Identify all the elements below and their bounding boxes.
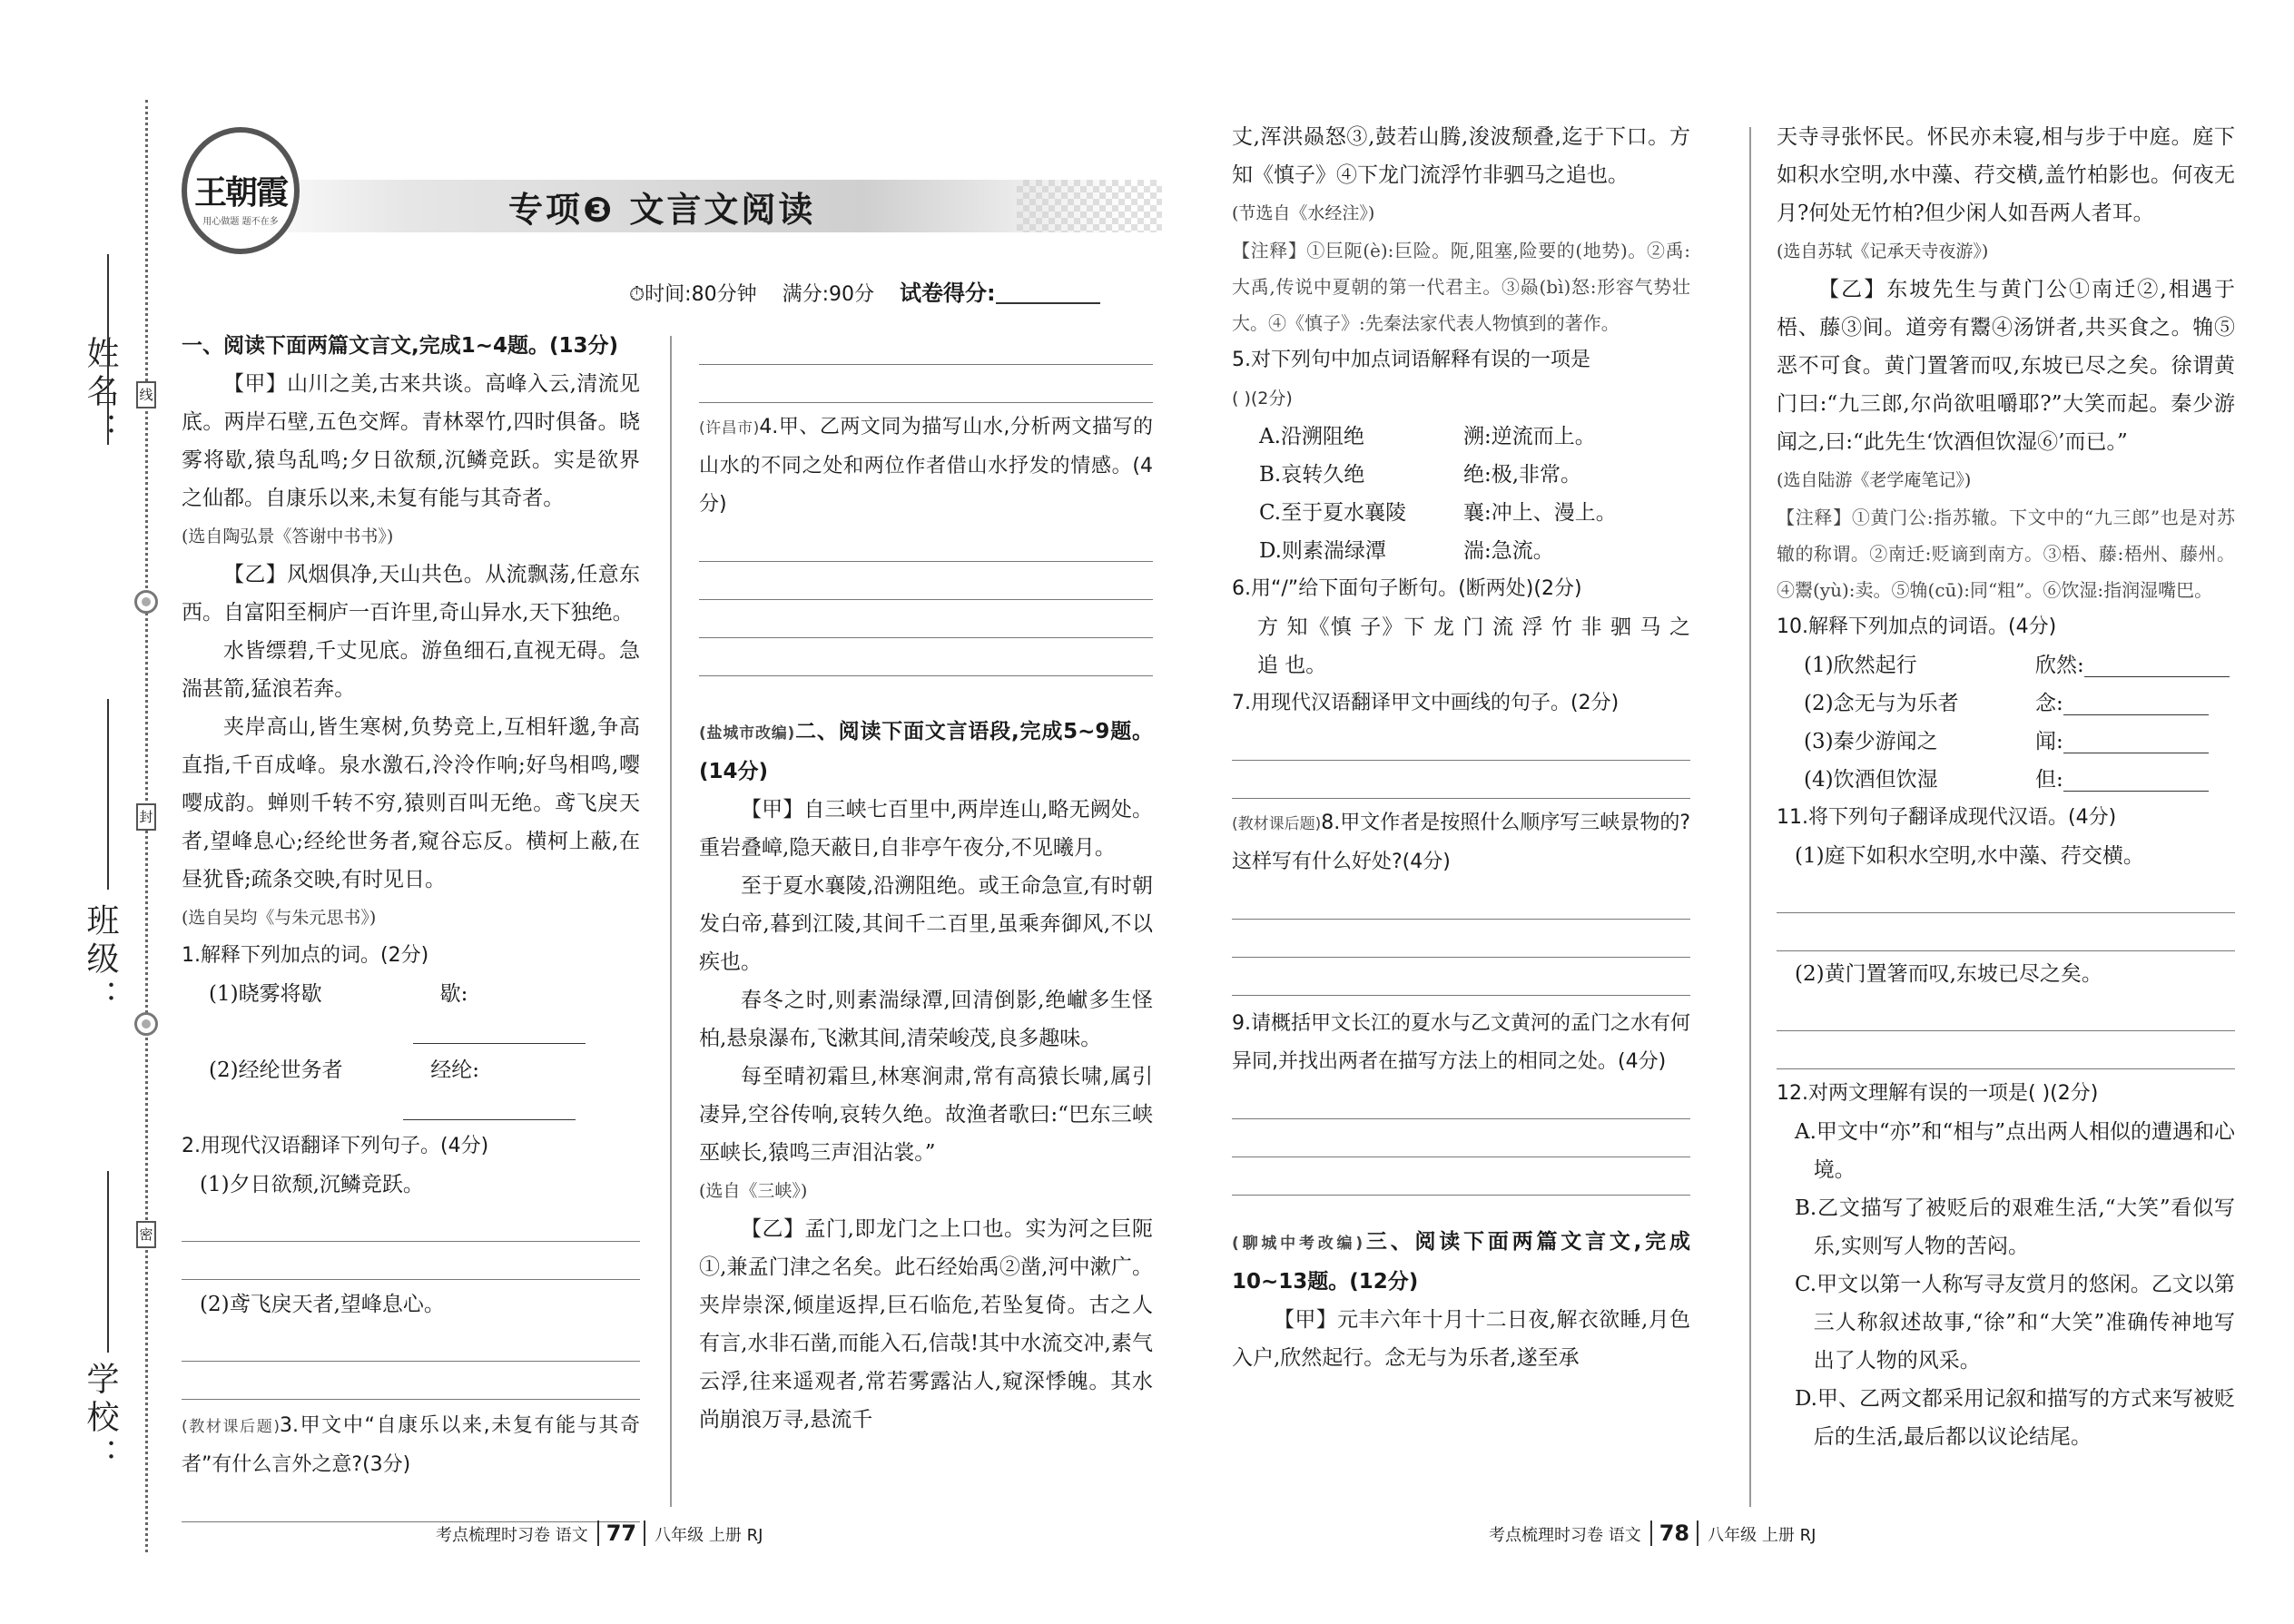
footer-right: 考点梳理时习卷 语文 78 八年级 上册 RJ — [1489, 1521, 1816, 1546]
q5-score: ( )(2分) — [1232, 389, 1293, 408]
passage-source: (选自陶弘景《答谢中书书》) — [182, 527, 394, 546]
answer-lines[interactable] — [1777, 875, 2235, 951]
q12-option-b[interactable]: B.乙文描写了被贬后的艰难生活,“大笑”看似写乐,实则写人物的苦闷。 — [1795, 1196, 2235, 1258]
passage-source: (选自吴均《与朱元思书》) — [182, 908, 377, 928]
answer-lines[interactable] — [182, 1204, 640, 1280]
brand-logo — [182, 127, 300, 254]
school-underline — [107, 1171, 109, 1353]
passage-jia-3-cont: 天寺寻张怀民。怀民亦未寝,相与步于中庭。庭下如积水空明,水中藻、荇交横,盖竹柏影也。何夜无月?何处无竹柏?但少闲人如吾两人者耳。 — [1777, 125, 2235, 225]
answer-lines[interactable] — [1232, 881, 1690, 996]
q4-tag: (许昌市) — [699, 419, 760, 438]
answer-blank[interactable] — [2063, 730, 2209, 753]
question-9: 9.请概括甲文长江的夏水与乙文黄河的孟门之水有何异同,并找出两者在描写方法上的相同之处。(4分) — [1232, 1012, 1690, 1073]
answer-lines[interactable] — [699, 524, 1153, 676]
question-1: 1.解释下列加点的词。(2分) — [182, 944, 429, 967]
column-3 — [1232, 118, 1690, 1377]
passage-jia-3: 【甲】元丰六年十月十二日夜,解衣欲睡,月色入户,欣然起行。念无与为乐者,遂至承 — [1232, 1308, 1690, 1370]
passage-source: (选自《三峡》) — [699, 1181, 808, 1201]
answer-blank[interactable] — [2063, 692, 2209, 715]
score-label: 试卷得分: — [899, 281, 996, 306]
passage-jia-2c: 春冬之时,则素湍绿潭,回清倒影,绝𪩘多生怪柏,悬泉瀑布,飞漱其间,清荣峻茂,良多趣味。 — [699, 989, 1153, 1050]
q5-option-c[interactable]: C.至于夏水襄陵 襄:冲上、漫上。 — [1259, 501, 1617, 525]
name-underline — [107, 254, 109, 445]
cut-mark-mi: 密 — [136, 1221, 156, 1248]
logo-text: 王朝霞 — [193, 173, 287, 212]
answer-lines[interactable] — [182, 1324, 640, 1400]
q6-sentence: 方 知《慎 子》下 龙 门 流 浮 竹 非 驷 马 之 追 也。 — [1257, 615, 1690, 677]
passage-yi-1a: 【乙】风烟俱净,天山共色。从流飘荡,任意东西。自富阳至桐庐一百许里,奇山异水,天下独绝。 — [182, 563, 640, 625]
page-number: 78 — [1650, 1521, 1698, 1546]
q10-item-d: (4)饮酒但饮湿 但: — [1777, 761, 2235, 799]
q10-item-b: (2)念无与为乐者 念: — [1777, 684, 2235, 723]
full-score-label: 满分:90分 — [782, 283, 874, 306]
q5-option-a[interactable]: A.沿溯阻绝 溯:逆流而上。 — [1259, 425, 1596, 448]
annotation-3: 【注释】①黄门公:指苏辙。下文中的“九三郎”也是对苏辙的称谓。②南迁:贬谪到南方。③梧、藤:梧州、藤州。④鬻(yù):卖。⑤觕(cū):同“粗”。⑥饮湿:指润湿嘴巴。 — [1777, 507, 2235, 601]
section-2-heading: 二、阅读下面文言语段,完成5~9题。(14分) — [699, 720, 1153, 783]
q8-tag: (教材课后题) — [1232, 815, 1322, 833]
q11-item-a: (1)庭下如积水空明,水中藻、荇交横。 — [1795, 844, 2144, 868]
passage-yi-2: 【乙】孟门,即龙门之上口也。实为河之巨阨①,兼孟门津之名矣。此石经始禹②凿,河中漱广。夹岸崇深,倾崖返捍,巨石临危,若坠复倚。古之人有言,水非石凿,而能入石,信哉!其中水流交冲,素气云浮,往来遥观者,常若雾露沾人,窥深悸魄。其水尚崩浪万寻,悬流千 — [699, 1217, 1153, 1432]
passage-yi-1c: 夹岸高山,皆生寒树,负势竞上,互相轩邈,争高直指,千百成峰。泉水激石,泠泠作响;好鸟相鸣,嘤嘤成韵。蝉则千转不穷,猿则百叫无绝。鸢飞戾天者,望峰息心;经纶世务者,窥谷忘反。横柯上蔽,在昼犹昏;疏条交映,有时见日。 — [182, 715, 640, 891]
section-title: 专项❸ 文言文阅读 — [508, 190, 816, 230]
q2-item-b: (2)鸢飞戾天者,望峰息心。 — [200, 1293, 445, 1316]
score-field[interactable] — [996, 302, 1100, 304]
passage-source: (选自陆游《老学庵笔记》) — [1777, 470, 1972, 490]
question-5: 5.对下列句中加点词语解释有误的一项是 — [1232, 349, 1590, 371]
question-7: 7.用现代汉语翻译甲文中画线的句子。(2分) — [1232, 692, 1620, 714]
question-4: 4.甲、乙两文同为描写山水,分析两文描写的山水的不同之处和两位作者借山水抒发的情感。(4分) — [699, 416, 1153, 516]
answer-lines[interactable] — [1232, 1081, 1690, 1196]
passage-jia-2d: 每至晴初霜旦,林寒涧肃,常有高猿长啸,属引凄异,空谷传响,哀转久绝。故渔者歌曰:“巴东三峡巫峡长,猿鸣三声泪沾裳。” — [699, 1065, 1153, 1165]
passage-source: (选自苏轼《记承天寺夜游》) — [1777, 241, 1989, 261]
q1-item-a: (1)晓雾将歇 歇: — [182, 975, 640, 1051]
column-divider — [1749, 127, 1751, 1507]
s3-tag: (聊城中考改编) — [1232, 1235, 1364, 1253]
question-12: 12.对两文理解有误的一项是( )(2分) — [1777, 1082, 2099, 1105]
passage-jia-2b: 至于夏水襄陵,沿溯阻绝。或王命急宣,有时朝发白帝,暮到江陵,其间千二百里,虽乘奔御风,不以疾也。 — [699, 874, 1153, 974]
binding-hole-icon — [134, 590, 158, 614]
q12-option-a[interactable]: A.甲文中“亦”和“相与”点出两人相似的遭遇和心境。 — [1795, 1120, 2235, 1182]
answer-lines[interactable] — [1232, 723, 1690, 799]
question-11: 11.将下列句子翻译成现代汉语。(4分) — [1777, 806, 2117, 829]
question-10: 10.解释下列加点的词语。(4分) — [1777, 615, 2057, 638]
time-label: ⏱时间:80分钟 — [629, 283, 757, 306]
class-underline — [107, 699, 109, 890]
school-label: 学校： — [82, 1362, 119, 1476]
q5-option-d[interactable]: D.则素湍绿潭 湍:急流。 — [1259, 539, 1554, 563]
answer-blank[interactable] — [403, 1097, 576, 1120]
q10-item-c: (3)秦少游闻之 闻: — [1777, 723, 2235, 761]
question-3: 3.甲文中“自康乐以来,未复有能与其奇者”有什么言外之意?(3分) — [182, 1414, 640, 1476]
column-divider — [670, 336, 672, 1507]
section-3-heading: 三、阅读下面两篇文言文,完成10~13题。(12分) — [1232, 1230, 1690, 1294]
cut-mark-feng: 封 — [136, 803, 156, 831]
passage-yi-3: 【乙】东坡先生与黄门公①南迁②,相遇于梧、藤③间。道旁有鬻④汤饼者,共买食之。觕⑤恶不可食。黄门置箸而叹,东坡已尽之矣。徐谓黄门曰:“九三郎,尔尚欲咀嚼耶?”大笑而起。秦少游闻之,曰:“此先生‘饮酒但饮湿⑥’而已。” — [1777, 278, 2235, 454]
q5-option-b[interactable]: B.哀转久绝 绝:极,非常。 — [1259, 463, 1582, 487]
q2-item-a: (1)夕日欲颓,沉鳞竞跃。 — [200, 1173, 424, 1196]
annotation-2: 【注释】①巨阨(è):巨险。阨,阻塞,险要的(地势)。②禹:大禹,传说中夏朝的第一代君主。③赑(bì)怒:形容气势壮大。④《慎子》:先秦法家代表人物慎到的著作。 — [1232, 240, 1690, 334]
question-6: 6.用“/”给下面句子断句。(断两处)(2分) — [1232, 577, 1582, 600]
name-label: 姓名： — [82, 336, 119, 450]
column-2 — [699, 327, 1153, 1439]
answer-blank[interactable] — [2084, 654, 2230, 677]
class-label: 班级： — [82, 903, 119, 1018]
passage-source: (节选自《水经注》) — [1232, 203, 1375, 223]
column-1 — [182, 327, 640, 1522]
passage-yi-2-cont: 丈,浑洪赑怒③,鼓若山腾,浚波颓叠,迄于下口。方知《慎子》④下龙门流浮竹非驷马之追也。 — [1232, 125, 1690, 187]
q11-item-b: (2)黄门置箸而叹,东坡已尽之矣。 — [1795, 962, 2102, 986]
answer-blank[interactable] — [2063, 768, 2209, 792]
footer-left: 考点梳理时习卷 语文 77 八年级 上册 RJ — [436, 1521, 763, 1546]
question-2: 2.用现代汉语翻译下列句子。(4分) — [182, 1135, 489, 1157]
answer-lines[interactable] — [182, 1484, 640, 1522]
s2-tag: (盐城市改编) — [699, 724, 795, 743]
passage-jia-1: 【甲】山川之美,古来共谈。高峰入云,清流见底。两岸石壁,五色交辉。青林翠竹,四时俱备。晓雾将歇,猿鸟乱鸣;夕日欲颓,沉鳞竞跃。实是欲界之仙都。自康乐以来,未复有能与其奇者。 — [182, 372, 640, 510]
cut-mark-xian: 线 — [136, 381, 156, 408]
passage-jia-2a: 【甲】自三峡七百里中,两岸连山,略无阙处。重岩叠嶂,隐天蔽日,自非亭午夜分,不见曦月。 — [699, 798, 1153, 860]
q1-item-b: (2)经纶世务者 经纶: — [182, 1051, 640, 1127]
question-8: 8.甲文作者是按照什么顺序写三峡景物的?这样写有什么好处?(4分) — [1232, 812, 1690, 873]
passage-yi-1b: 水皆缥碧,千丈见底。游鱼细石,直视无碍。急湍甚箭,猛浪若奔。 — [182, 639, 640, 701]
binding-hole-icon — [134, 1012, 158, 1036]
q12-option-d[interactable]: D.甲、乙两文都采用记叙和描写的方式来写被贬后的生活,最后都以议论结尾。 — [1795, 1387, 2235, 1449]
q12-option-c[interactable]: C.甲文以第一人称写寻友赏月的悠闲。乙文以第三人称叙述故事,“徐”和“大笑”准确传神地写出了人物的风采。 — [1795, 1273, 2235, 1373]
section-1-heading: 一、阅读下面两篇文言文,完成1~4题。(13分) — [182, 334, 619, 358]
page-number: 77 — [597, 1521, 645, 1546]
time-score-bar — [629, 275, 1100, 307]
answer-blank[interactable] — [413, 1020, 586, 1044]
q3-tag: (教材课后题) — [182, 1418, 281, 1436]
banner-pattern — [1017, 180, 1162, 232]
answer-lines[interactable] — [1777, 993, 2235, 1069]
q10-item-a: (1)欣然起行 欣然: — [1777, 646, 2235, 684]
column-4 — [1777, 118, 2235, 1456]
answer-lines[interactable] — [699, 327, 1153, 403]
logo-sub: 用心做题 题不在多 — [202, 217, 279, 227]
